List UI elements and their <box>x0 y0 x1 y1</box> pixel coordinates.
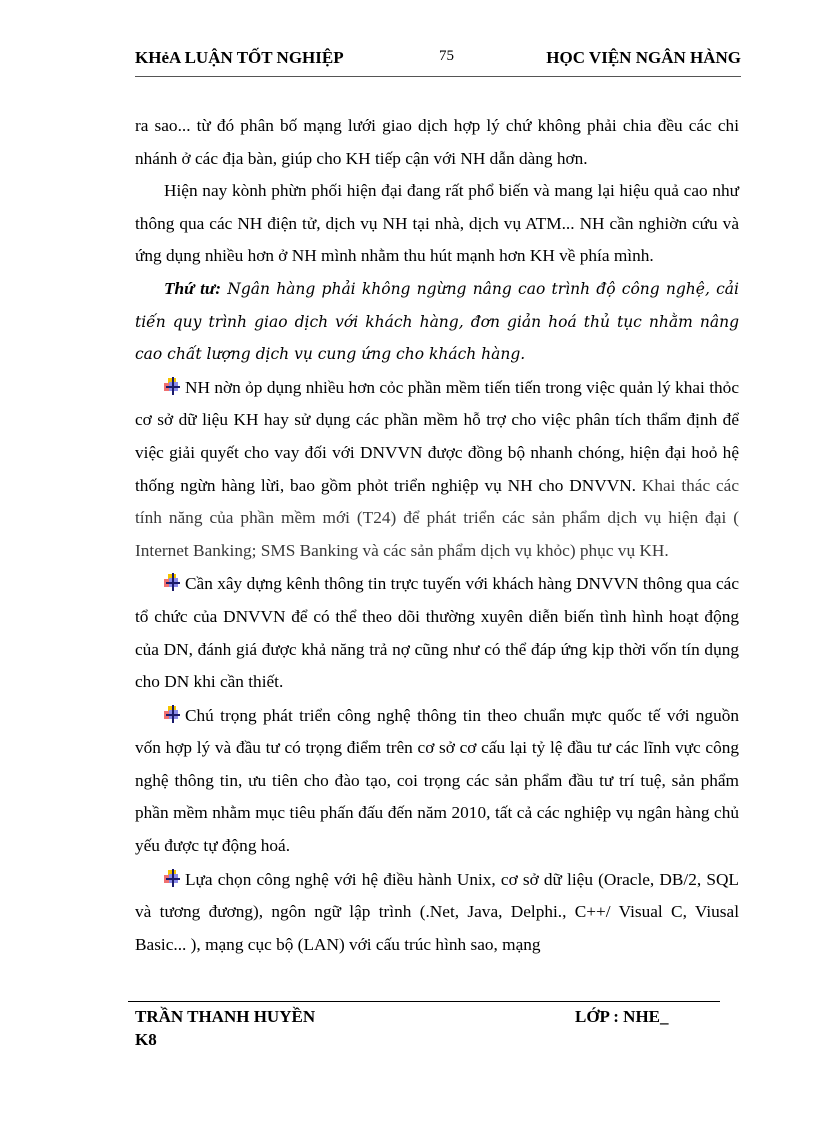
bullet-item-it-development <box>135 700 739 863</box>
paragraph-modern-channels: Hiện nay kònh phừn phối hiện đại đang rất phổ biến và mang lại hiệu quả cao như thông qua các NH điện tử, dịch vụ NH tại nhà, dịch vụ ATM... NH cần nghiờn cứu và ứng dụng nhiều hơn ở NH mình nhằm thu hút mạnh hơn KH về phía mình. <box>135 181 739 266</box>
bullet-text: Cần xây dựng kênh thông tin trực tuyến với khách hàng DNVVN thông qua các tổ chức của DNVVN để có thể theo dõi thường xuyên diễn biến tình hình hoạt động của DN, đánh giá được khả năng trả nợ cũng như có thể đáp ứng kịp thời vốn tín dụng cho DN khi cần thiết. <box>135 574 739 692</box>
section-text: Ngân hàng phải không ngừng nâng cao trình độ công nghệ, cải tiến quy trình giao dịch với khách hàng, đơn giản hoá thủ tục nhằm nâng cao chất lượng dịch vụ cung ứng cho khách hàng. <box>135 279 739 364</box>
pushpin-bullet-icon <box>164 705 182 723</box>
bullet-text: Lựa chọn công nghệ với hệ điều hành Unix, cơ sở dữ liệu (Oracle, DB/2, SQL và tương đương), ngôn ngữ lập trình (.Net, Java, Delphi., C++/ Visual C, Viusal Basic... ), mạng cục bộ (LAN) với cấu trúc hình sao, mạng <box>135 869 739 954</box>
thesis-title: KHẻA LUẬN TỐT NGHIỆP <box>135 48 344 67</box>
bullet-text: Chú trọng phát triển công nghệ thông tin theo chuẩn mực quốc tế với nguồn vốn hợp lý và đầu tư có trọng điểm trên cơ sở cơ cấu lại tỷ lệ đầu tư các lĩnh vực công nghệ thông tin, ưu tiên cho đào tạo, coi trọng các sản phẩm đầu tư trí tuệ, sản phẩm phần mềm nhằm mục tiêu phấn đấu đến năm 2010, tất cả các nghiệp vụ ngân hàng chủ yếu được tự động hoá. <box>135 705 739 856</box>
bullet-item-technology-choice <box>135 864 739 962</box>
bullet-item-software <box>135 372 739 568</box>
author-name: TRẦN THANH HUYỀN <box>135 1007 316 1026</box>
paragraph-continuation: ra sao... từ đó phân bố mạng lưới giao dịch hợp lý chứ không phải chia đều các chi nhánh ở các địa bàn, giúp cho KH tiếp cận với NH dẫn dàng hơn. <box>135 116 739 168</box>
pushpin-bullet-icon <box>164 869 182 887</box>
header-divider <box>135 76 741 77</box>
page-header <box>135 48 741 74</box>
paragraph-fourth-point <box>135 273 739 371</box>
bullet-text-gray: Khai thác các tính năng của phần mềm mới (T24) để phát triển các sản phẩm dịch vụ hiện đại ( Internet Banking; SMS Banking và các sản phẩm dịch vụ khỏc) phục vụ KH. <box>135 475 739 560</box>
footer-divider <box>128 1001 720 1002</box>
document-body <box>135 110 739 961</box>
class-suffix: K8 <box>135 1030 157 1049</box>
institution-name: HỌC VIỆN NGÂN HÀNG <box>546 48 741 67</box>
section-label: Thứ tư: <box>164 278 222 298</box>
class-label: LỚP : NHE_ <box>575 1007 669 1026</box>
page-number: 75 <box>439 48 454 64</box>
bullet-item-online-channel <box>135 568 739 698</box>
bullet-text: NH nờn ỏp dụng nhiều hơn cỏc phần mềm tiến tiến trong việc quản lý khai thỏc cơ sở dữ liệu KH hay sử dụng các phần mềm hỗ trợ cho việc phân tích thẩm định để việc giải quyết cho vay đối với DNVVN được đồng bộ nhanh chóng, hiện đại hoỏ hệ thống ngừn hàng lừi, bao gồm phỏt triển nghiệp vụ NH cho DNVVN. <box>135 377 739 495</box>
pushpin-bullet-icon <box>164 573 182 591</box>
pushpin-bullet-icon <box>164 377 182 395</box>
